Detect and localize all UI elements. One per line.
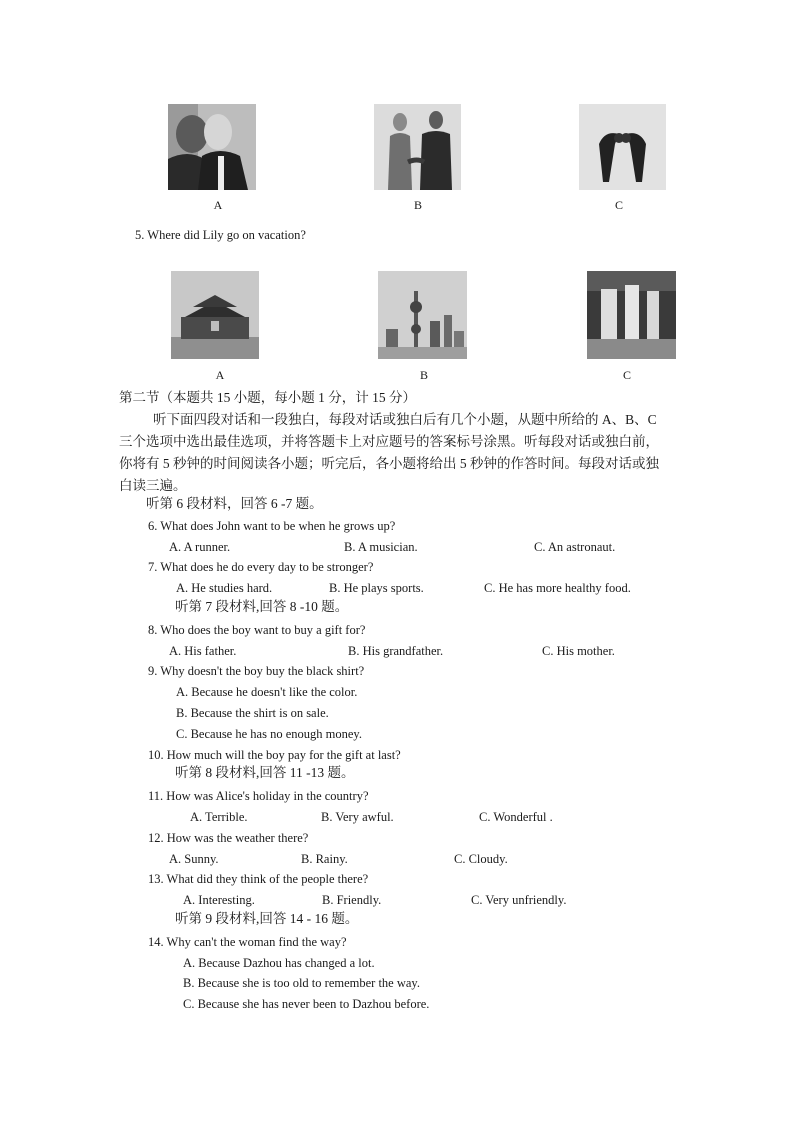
shanghai-skyline-photo [378,271,467,359]
q13-option-a: A. Interesting. [183,893,255,907]
question-9-text: 9. Why doesn't the boy buy the black shirt? [148,664,365,678]
two-men-cheek-kiss-photo [168,104,256,190]
q12-option-b: B. Rainy. [301,852,348,866]
two-people-bowing-photo [579,104,666,190]
material-6-instruction: 听第 6 段材料，回答 6 -7 题。 [146,496,323,511]
material-9-instruction: 听第 9 段材料,回答 14 - 16 题。 [175,911,359,926]
q7-option-b: B. He plays sports. [329,581,424,595]
q14-option-c: C. Because she has never been to Dazhou before. [183,997,430,1011]
section-2-instructions: 听下面四段对话和一段独白，每段对话或独白后有几个小题，从题中所给的 A、B、C 三个选项中选出最佳选项，并将答题卡上对应题号的答案标号涂黑。听每段对话或独白前，你将有 5 秒钟的时间阅读各小题；听完后，各小题将给出 5 秒钟的作答时间。每段对话或独白读三遍。 [119,412,659,493]
section-2-heading: 第二节（本题共 15 小题，每小题 1 分，计 15 分） [119,390,416,405]
q8-option-c: C. His mother. [542,644,615,658]
q8-option-a: A. His father. [169,644,237,658]
q4-option-c-label: C [614,198,623,212]
q9-option-a: A. Because he doesn't like the color. [176,685,358,699]
q11-option-a: A. Terrible. [190,810,248,824]
q12-option-c: C. Cloudy. [454,852,508,866]
q12-option-a: A. Sunny. [169,852,219,866]
q4-option-a-label: A [213,198,223,212]
q13-option-c: C. Very unfriendly. [471,893,567,907]
man-woman-handshake-photo [374,104,461,190]
question-13-text: 13. What did they think of the people there? [148,872,369,886]
q14-option-b: B. Because she is too old to remember the way. [183,976,420,990]
question-5-text: 5. Where did Lily go on vacation? [135,228,306,242]
q8-option-b: B. His grandfather. [348,644,444,658]
question-14-text: 14. Why can't the woman find the way? [148,935,347,949]
material-7-instruction: 听第 7 段材料,回答 8 -10 题。 [175,599,349,614]
question-8-text: 8. Who does the boy want to buy a gift for? [148,623,366,637]
q7-option-c: C. He has more healthy food. [484,581,631,595]
q5-option-a-label: A [215,368,225,382]
q9-option-c: C. Because he has no enough money. [176,727,362,741]
q13-option-b: B. Friendly. [322,893,382,907]
q11-option-c: C. Wonderful . [479,810,553,824]
q9-option-b: B. Because the shirt is on sale. [176,706,329,720]
q6-option-c: C. An astronaut. [534,540,616,554]
question-7-text: 7. What does he do every day to be stronger? [148,560,374,574]
q5-option-b-label: B [419,368,428,382]
q6-option-b: B. A musician. [344,540,418,554]
question-12-text: 12. How was the weather there? [148,831,309,845]
waterfall-photo [587,271,676,359]
question-6-text: 6. What does John want to be when he grows up? [148,519,396,533]
q6-option-a: A. A runner. [169,540,231,554]
question-10-text: 10. How much will the boy pay for the gift at last? [148,748,401,762]
q5-option-c-label: C [622,368,631,382]
q14-option-a: A. Because Dazhou has changed a lot. [183,956,375,970]
q4-option-b-label: B [413,198,422,212]
tiananmen-gate-photo [171,271,259,359]
question-11-text: 11. How was Alice's holiday in the country? [148,789,369,803]
q11-option-b: B. Very awful. [321,810,394,824]
q7-option-a: A. He studies hard. [176,581,273,595]
material-8-instruction: 听第 8 段材料,回答 11 -13 题。 [175,765,355,780]
